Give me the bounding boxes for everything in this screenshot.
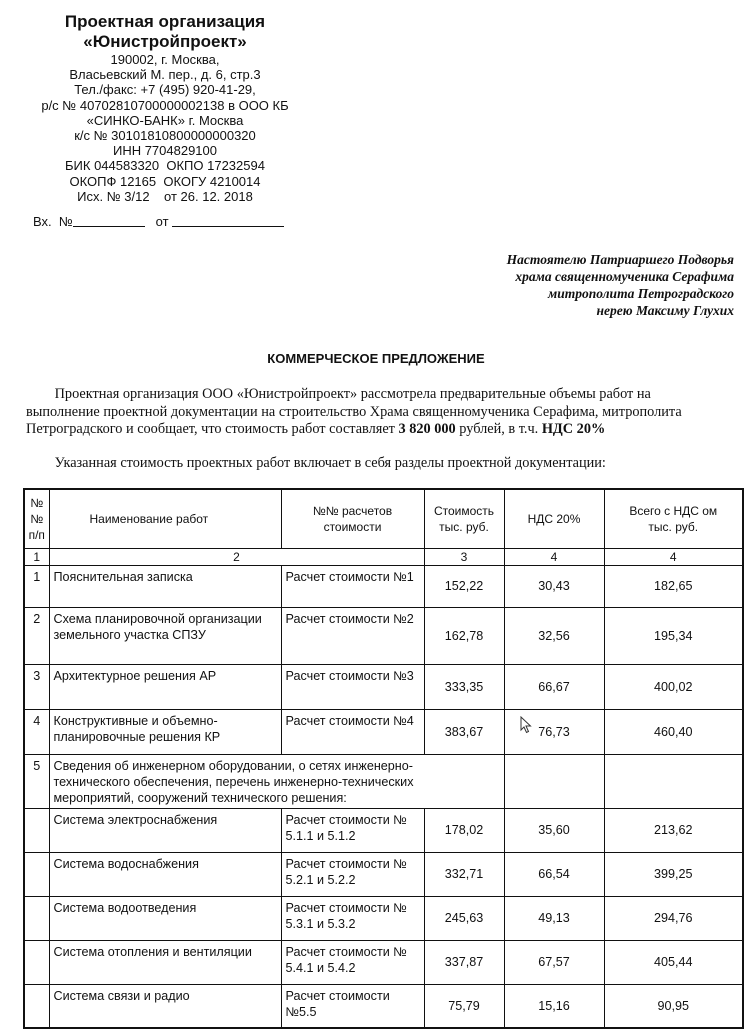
empty-cell: [604, 754, 743, 808]
table-row: [24, 852, 743, 896]
row-cost: 245,63: [424, 896, 504, 940]
header-num: № № п/п: [24, 489, 49, 548]
row-calc: Расчет стоимости №4: [281, 709, 424, 754]
row-vat: 30,43: [504, 565, 604, 607]
vat-rate: НДС 20%: [541, 421, 606, 437]
letterhead-line: Исх. № 3/12 от 26. 12. 2018: [77, 188, 253, 204]
row-cost: 383,67: [424, 709, 504, 754]
row-num: 1: [24, 565, 49, 607]
org-name-line1: Проектная организация: [64, 12, 266, 31]
mouse-cursor-icon: [520, 716, 532, 734]
index-cell: 4: [604, 548, 743, 565]
row-vat: 35,60: [504, 808, 604, 852]
row-total: 213,62: [604, 808, 743, 852]
row-total: 400,02: [604, 664, 743, 709]
section-text: Сведения об инженерном оборудовании, о сетях инженерно-технического обеспечения, перечень инженерно-технических мероприятий, сооружений технического решения:: [53, 758, 414, 805]
row-name: Система связи и радио: [49, 984, 281, 1028]
row-total: 182,65: [604, 565, 743, 607]
row-calc: Расчет стоимости № 5.4.1 и 5.4.2: [281, 940, 424, 984]
row-cost: 337,87: [424, 940, 504, 984]
row-calc: Расчет стоимости №3: [281, 664, 424, 709]
org-name-line2: «Юнистройпроект»: [83, 32, 247, 51]
row-vat: 66,54: [504, 852, 604, 896]
paragraph-line: выполнение проектной документации на строительство Храма священномученика Серафима, митрополита: [26, 403, 682, 420]
row-calc: Расчет стоимости №2: [281, 607, 424, 664]
paragraph-text: рублей, в т.ч.: [455, 421, 542, 437]
row-calc: Расчет стоимости №1: [281, 565, 424, 607]
empty-cell: [24, 984, 49, 1028]
incoming-ref: [33, 214, 284, 229]
index-cell: 1: [24, 548, 49, 565]
row-name: Пояснительная записка: [49, 565, 281, 607]
addressee-block: [507, 251, 734, 319]
table-row: [24, 709, 743, 754]
table-row: [24, 984, 743, 1028]
header-total: Всего с НДС ом тыс. руб.: [604, 489, 743, 548]
table-row: [24, 565, 743, 607]
row-num: 2: [24, 607, 49, 664]
header-calc: №№ расчетов стоимости: [281, 489, 424, 548]
empty-cell: [24, 940, 49, 984]
offer-paragraph: [26, 386, 746, 439]
header-vat: НДС 20%: [504, 489, 604, 548]
letterhead-line: БИК 044583320 ОКПО 17232594: [65, 158, 265, 174]
section-title: [49, 754, 504, 808]
row-total: 195,34: [604, 607, 743, 664]
row-num: 4: [24, 709, 49, 754]
header-name: Наименование работ: [49, 489, 281, 548]
row-vat: 15,16: [504, 984, 604, 1028]
row-calc: Расчет стоимости №5.5: [281, 984, 424, 1028]
letterhead-line: Тел./факс: +7 (495) 920-41-29,: [74, 82, 256, 98]
row-name: Система водоснабжения: [49, 852, 281, 896]
row-vat: 66,67: [504, 664, 604, 709]
letterhead-line: к/с № 30101810800000000320: [74, 128, 256, 144]
letterhead-line: р/с № 40702810700000002138 в ООО КБ: [41, 97, 289, 113]
row-vat: 76,73: [504, 709, 604, 754]
letterhead-line: ИНН 7704829100: [112, 143, 218, 159]
index-cell: 3: [424, 548, 504, 565]
row-total: 90,95: [604, 984, 743, 1028]
empty-cell: [24, 852, 49, 896]
letterhead-line: 190002, г. Москва,: [110, 52, 220, 67]
empty-cell: [24, 808, 49, 852]
works-table: [23, 488, 744, 1029]
index-cell: 4: [504, 548, 604, 565]
letterhead-line: Власьевский М. пер., д. 6, стр.3: [69, 67, 261, 83]
table-row: [24, 896, 743, 940]
row-vat: 49,13: [504, 896, 604, 940]
row-vat: 67,57: [504, 940, 604, 984]
row-num: 5: [24, 754, 49, 808]
empty-cell: [24, 896, 49, 940]
total-amount: 3 820 000: [398, 421, 456, 437]
row-cost: 75,79: [424, 984, 504, 1028]
row-total: 405,44: [604, 940, 743, 984]
incoming-number-label: Вх. №: [33, 214, 73, 229]
incoming-date-blank: [172, 214, 284, 227]
paragraph-line: Проектная организация ООО «Юнистройпроект» рассмотрела предварительные объемы работ на: [26, 386, 651, 402]
addressee-line: Настоятелю Патриаршего Подворья: [506, 252, 734, 267]
row-name: Схема планировочной организации земельного участка СПЗУ: [49, 607, 281, 664]
row-cost: 152,22: [424, 565, 504, 607]
row-calc: Расчет стоимости № 5.3.1 и 5.3.2: [281, 896, 424, 940]
incoming-date-label: от: [155, 214, 169, 229]
row-vat: 32,56: [504, 607, 604, 664]
table-header-row: [24, 489, 743, 548]
incoming-number-blank: [73, 214, 145, 227]
addressee-line: митрополита Петроградского: [547, 286, 734, 301]
paragraph-line: [26, 421, 746, 439]
row-total: 399,25: [604, 852, 743, 896]
letterhead-line: «СИНКО-БАНК» г. Москва: [86, 112, 244, 128]
row-name: Конструктивные и объемно-планировочные решения КР: [49, 709, 281, 754]
row-cost: 333,35: [424, 664, 504, 709]
row-name: Система электроснабжения: [49, 808, 281, 852]
section-row: [24, 754, 743, 808]
paragraph-text: Петроградского и сообщает, что стоимость работ составляет: [26, 421, 399, 437]
row-cost: 332,71: [424, 852, 504, 896]
row-cost: 178,02: [424, 808, 504, 852]
intro-text: Указанная стоимость проектных работ включает в себя разделы проектной документации:: [26, 455, 606, 471]
table-row: [24, 940, 743, 984]
column-index-row: [24, 548, 743, 565]
table-row: [24, 664, 743, 709]
addressee-line: нерею Максиму Глухих: [596, 303, 734, 318]
row-name: Система водоотведения: [49, 896, 281, 940]
row-total: 294,76: [604, 896, 743, 940]
row-name: Архитектурное решения АР: [49, 664, 281, 709]
addressee-line: храма священномученика Серафима: [515, 269, 734, 284]
row-calc: Расчет стоимости № 5.2.1 и 5.2.2: [281, 852, 424, 896]
letterhead-line: ОКОПФ 12165 ОКОГУ 4210014: [69, 173, 261, 189]
row-calc: Расчет стоимости № 5.1.1 и 5.1.2: [281, 808, 424, 852]
index-cell: 2: [49, 548, 424, 565]
row-cost: 162,78: [424, 607, 504, 664]
table-row: [24, 607, 743, 664]
header-cost: Стоимость тыс. руб.: [424, 489, 504, 548]
row-total: 460,40: [604, 709, 743, 754]
table-row: [24, 808, 743, 852]
empty-cell: [504, 754, 604, 808]
row-name: Система отопления и вентиляции: [49, 940, 281, 984]
document-title: КОММЕРЧЕСКОЕ ПРЕДЛОЖЕНИЕ: [267, 351, 485, 366]
letterhead: [0, 12, 330, 204]
row-num: 3: [24, 664, 49, 709]
